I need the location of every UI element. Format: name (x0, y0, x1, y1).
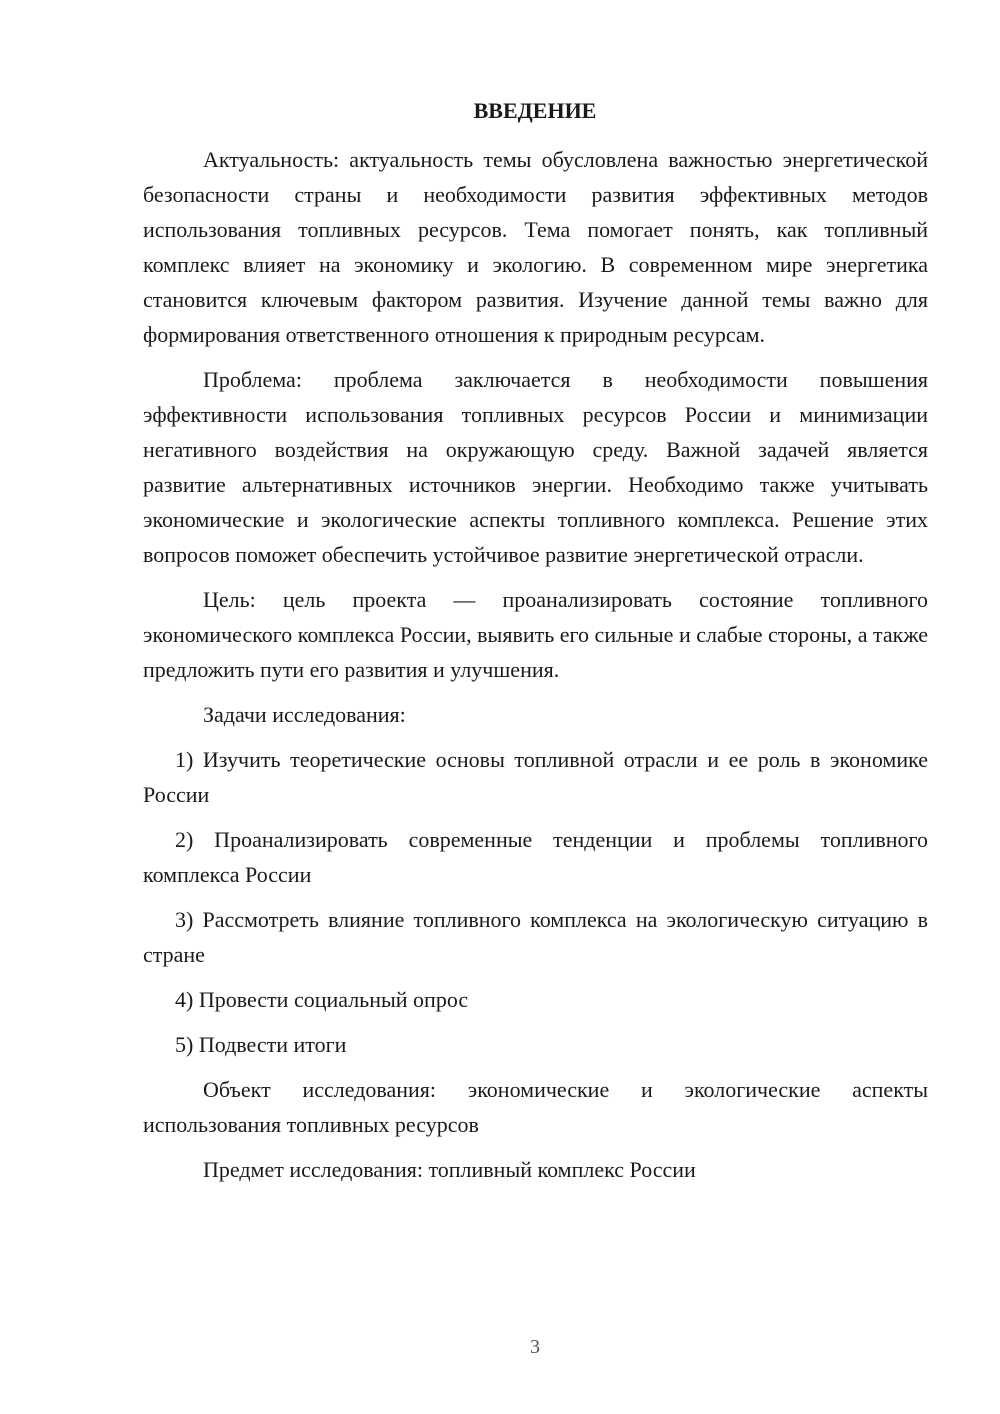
task-item-4: 4) Провести социальный опрос (175, 987, 469, 1012)
relevance-paragraph: Актуальность: актуальность темы обусловлена важностью энергетической безопасности страны и необходимости развития эффективных методов использования топливных ресурсов. Тема помогает понять, как топливный комплекс влияет на экономику и экологию. В современном мире энергетика становится ключевым фактором развития. Изучение данной темы важно для формирования ответственного отношения к природным ресурсам. (143, 147, 928, 347)
subject-paragraph: Предмет исследования: топливный комплекс России (203, 1157, 696, 1182)
task-item-1: 1) Изучить теоретические основы топливной отрасли и ее роль в экономике России (143, 747, 928, 807)
page-title: ВВЕДЕНИЕ (473, 98, 597, 123)
problem-paragraph: Проблема: проблема заключается в необходимости повышения эффективности использования топливных ресурсов России и минимизации негативного воздействия на окружающую среду. Важной задачей является развитие альтернативных источников энергии. Необходимо также учитывать экономические и экологические аспекты топливного комплекса. Решение этих вопросов поможет обеспечить устойчивое развитие энергетической отрасли. (143, 367, 928, 567)
task-item-5: 5) Подвести итоги (175, 1032, 347, 1057)
page-number: 3 (530, 1336, 540, 1358)
goal-paragraph: Цель: цель проекта — проанализировать состояние топливного экономического комплекса России, выявить его сильные и слабые стороны, а также предложить пути его развития и улучшения. (143, 587, 928, 682)
object-paragraph: Объект исследования: экономические и экологические аспекты использования топливных ресурсов (143, 1077, 928, 1137)
document-body (143, 142, 928, 1197)
tasks-heading: Задачи исследования: (203, 702, 406, 727)
task-item-2: 2) Проанализировать современные тенденции и проблемы топливного комплекса России (143, 827, 928, 887)
task-item-3: 3) Рассмотреть влияние топливного комплекса на экологическую ситуацию в стране (143, 907, 928, 967)
